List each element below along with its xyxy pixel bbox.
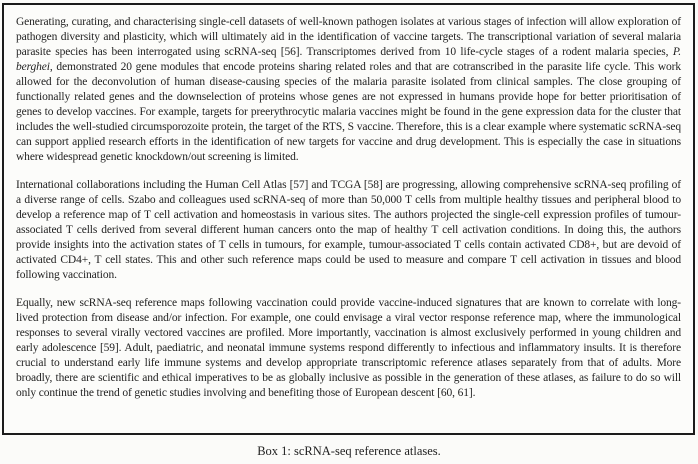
paragraph-1-lead-text: Generating, curating, and characterising single-cell datasets of well-known pathogen isolates at various stages of infection will allow exploration of pathogen diversity and plasticity, which will ultimately aid in the identification of vaccine targets. The transcriptional variation of several malaria parasite species has been interrogated using scRNA-seq [56]. Transcriptomes derived from 10 life-cycle stages of a rodent malaria species, [16, 16, 681, 58]
box1-caption: Box 1: scRNA-seq reference atlases. [257, 444, 441, 458]
paragraph-1-rest-text: , demonstrated 20 gene modules that encode proteins sharing related roles and that are cotranscribed in the parasite life cycle. This work allowed for the deconvolution of human disease-causing species of the malaria parasite isolated from clinical samples. The close grouping of functionally related genes and the downselection of proteins whose genes are not expressed in humans provide hope for better prioritisation of genes to develop vaccines. For example, targets for preerythrocytic malaria vaccines might be found in the gene expression data for the cluster that includes the well-studied circumsporozoite protein, the target of the RTS, S vaccine. Therefore, this is a clear example where systematic scRNA-seq can support applied research efforts in the identification of new targets for vaccine and drug development. This is especially the case in situations where widespread genetic knockdown/out screening is limited. [16, 61, 681, 163]
paragraph-international-collaborations: International collaborations including the Human Cell Atlas [57] and TCGA [58] are progressing, allowing comprehensive scRNA-seq profiling of a diverse range of cells. Szabo and colleagues used scRNA-seq of more than 50,000 T cells from multiple healthy tissues and peripheral blood to develop a reference map of T cell activation and homeostasis in various sites. The authors projected the single-cell expression profiles of tumour-associated T cells derived from several different human cancers onto the map of healthy T cell activation conditions. In doing this, the authors provide insights into the activation states of T cells in tumours, for example, tumour-associated T cells contain activated CD8+, but are devoid of activated CD4+, T cell states. This and other such reference maps could be used to measure and compare T cell activation in tissues and blood following vaccination. [16, 179, 681, 281]
paragraph-vaccination-reference-maps: Equally, new scRNA-seq reference maps following vaccination could provide vaccine-induced signatures that are known to correlate with long-lived protection from disease and/or infection. For example, one could envisage a viral vector response reference map, where the immunological responses to several virally vectored vaccines are profiled. More importantly, vaccination is almost exclusively performed in young children and early adolescence [59]. Adult, paediatric, and neonatal immune systems respond differently to infectious and inflammatory insults. It is therefore crucial to understand early life immune systems and develop appropriate transcriptomic reference atlases separately from that of adults. More broadly, there are scientific and ethical imperatives to be as globally inclusive as possible in the generation of these atlases, as failure to do so will only continue the trend of genetic studies involving and benefiting those of European descent [60, 61]. [16, 297, 681, 399]
species-name-p-berghei: P. berghei [16, 46, 681, 73]
paragraph-pathogen-atlases [16, 15, 681, 165]
box1-border-frame [2, 3, 695, 435]
